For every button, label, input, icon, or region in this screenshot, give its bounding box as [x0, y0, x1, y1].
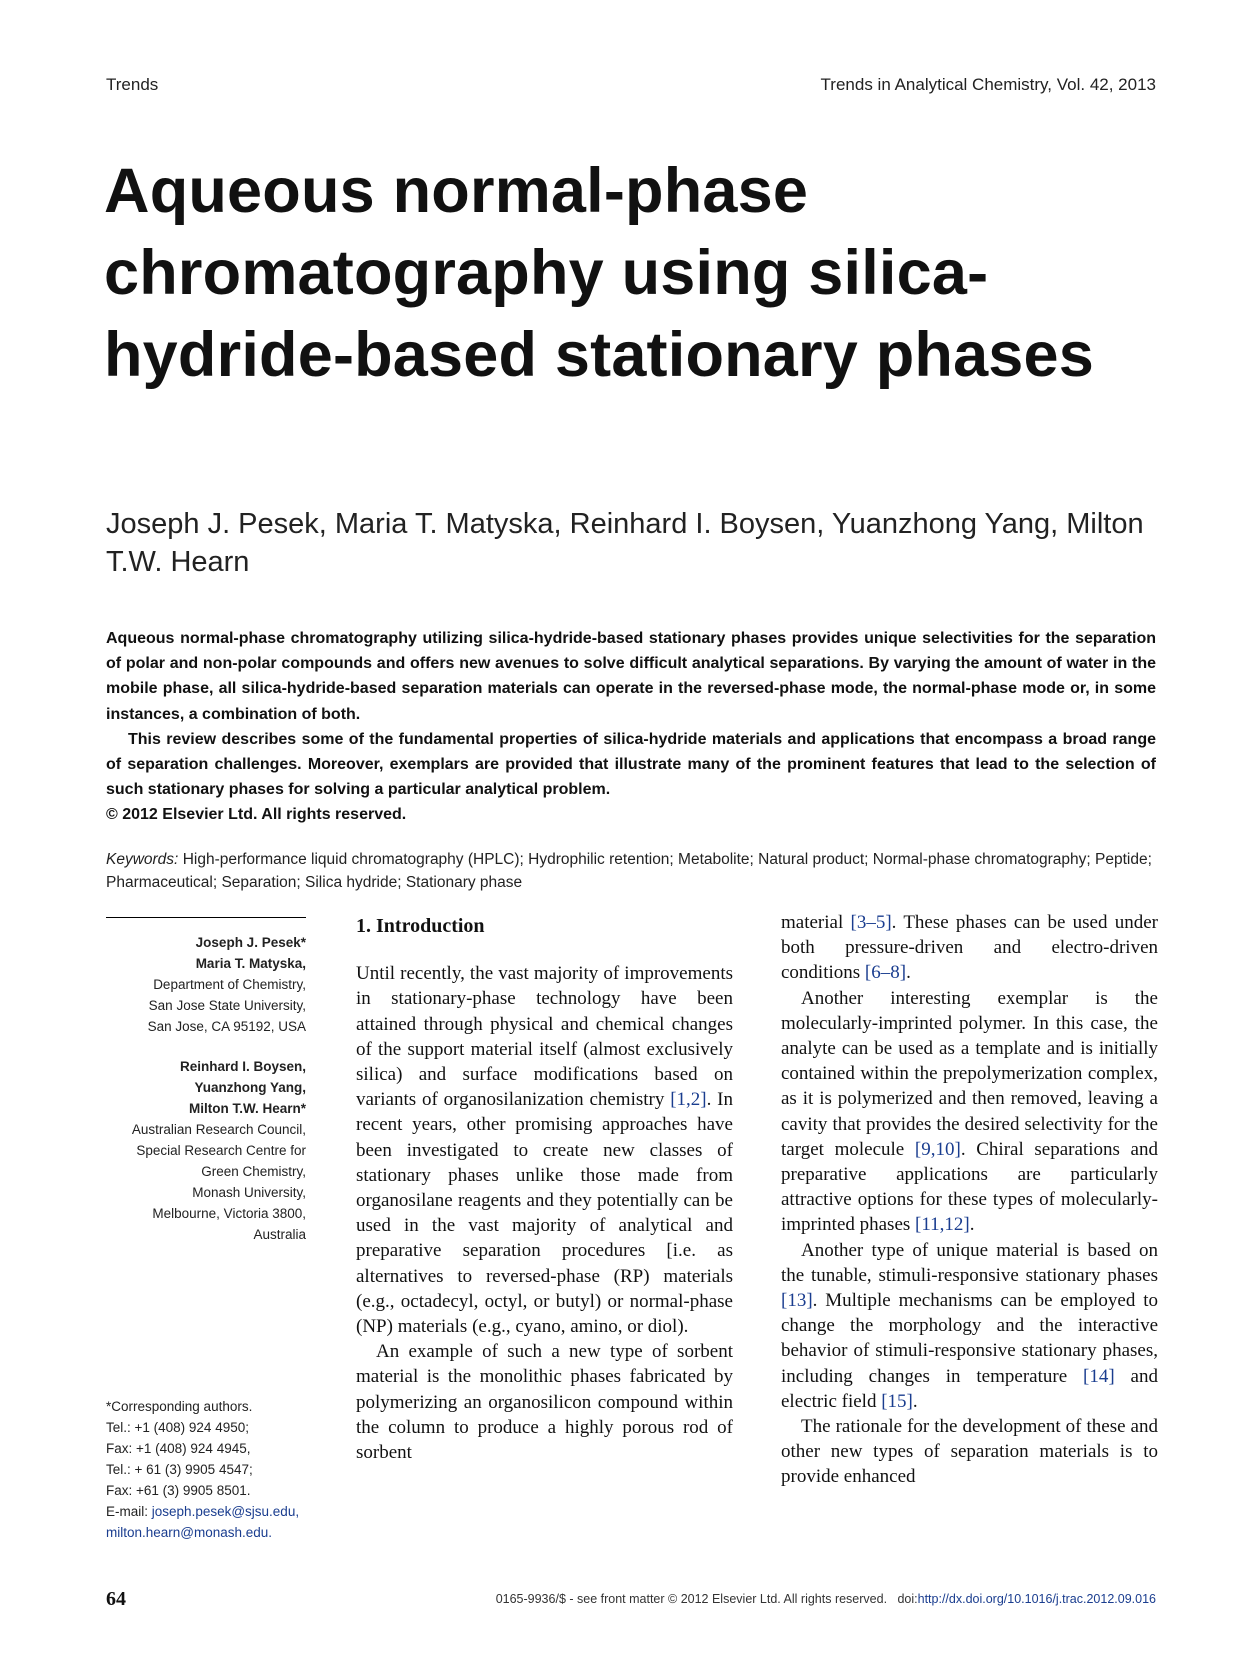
body-text: .	[969, 1214, 975, 1236]
affiliation-address-line: San Jose State University,	[148, 998, 306, 1013]
email-label: E-mail:	[106, 1504, 149, 1519]
running-header-section: Trends	[106, 75, 159, 94]
body-text: .	[906, 962, 911, 984]
body-text: . In recent years, other promising approaches have been investigated to create new classes of stationary phases unlike those made from organosilane reagents and they potentially can be used in the vast majority of analytical and preparative separation procedures [i.e. as alternatives to reversed-phase (RP) materials (e.g., octadecyl, octyl, or butyl) or normal-phase (NP) materials (e.g., cyano, amino, or diol).	[356, 1089, 734, 1338]
body-text: .	[912, 1390, 918, 1412]
running-header-journal: Trends in Analytical Chemistry, Vol. 42, 2013	[820, 75, 1156, 94]
affiliation-address-line: Green Chemistry,	[201, 1164, 306, 1179]
body-paragraph	[356, 961, 733, 1339]
body-paragraph: An example of such a new type of sorbent material is the monolithic phases fabricated by polymerizing an organosilicon compound within the column to produce a highly porous rod of sorbent	[356, 1341, 733, 1464]
affiliation-address-line: Department of Chemistry,	[153, 977, 306, 992]
affiliation-1	[86, 932, 306, 1037]
affiliation-2	[86, 1056, 306, 1245]
citation-link[interactable]: [14]	[1083, 1365, 1115, 1387]
doi-label: doi:	[897, 1592, 918, 1606]
footer-issn: 0165-9936/$ - see front matter © 2012 Elsevier Ltd. All rights reserved.	[495, 1592, 888, 1606]
body-paragraph	[781, 986, 1158, 1238]
body-column-middle	[356, 914, 733, 1465]
email-link-hearn[interactable]: milton.hearn@monash.edu.	[106, 1525, 273, 1540]
contact-line: Fax: +1 (408) 924 4945,	[106, 1441, 251, 1456]
affiliation-author: Joseph J. Pesek*	[195, 935, 306, 950]
body-text: Another type of unique material is based on the tunable, stimuli-responsive stationary phases	[781, 1239, 1158, 1286]
keywords-text: High-performance liquid chromatography (HPLC); Hydrophilic retention; Metabolite; Natural product; Normal-phase chromatography; Peptide; Pharmaceutical; Separation; Silica hydride; Stationary phase	[106, 851, 1152, 891]
keywords-label: Keywords:	[106, 851, 179, 868]
section-heading: 1. Introduction	[356, 915, 485, 937]
body-text: material	[781, 912, 851, 933]
affiliation-address-line: Australia	[253, 1227, 306, 1242]
citation-link[interactable]: [9,10]	[914, 1138, 961, 1160]
corresponding-note: *Corresponding authors.	[106, 1399, 253, 1414]
article-title: Aqueous normal-phase chromatography using silica-hydride-based stationary phases	[104, 156, 1095, 390]
citation-link[interactable]: [15]	[881, 1390, 913, 1412]
body-text: . These phases can be used under both pressure-driven and electro-driven conditions	[781, 912, 1158, 984]
body-column-right	[781, 910, 1158, 1490]
corresponding-authors	[106, 1396, 326, 1543]
affiliation-address-line: Australian Research Council,	[131, 1122, 306, 1137]
email-row	[106, 1522, 326, 1543]
contact-line: Fax: +61 (3) 9905 8501.	[106, 1483, 251, 1498]
body-text: . Chiral separations and preparative applications are particularly attractive options for these types of molecularly-imprinted phases	[781, 1138, 1158, 1236]
affiliation-author: Yuanzhong Yang,	[194, 1080, 306, 1095]
citation-link[interactable]: [13]	[781, 1290, 813, 1312]
contact-line: Tel.: +1 (408) 924 4950;	[106, 1420, 249, 1435]
abstract-copyright: © 2012 Elsevier Ltd. All rights reserved.	[106, 806, 407, 824]
affiliation-address-line: San Jose, CA 95192, USA	[147, 1019, 306, 1034]
citation-link[interactable]: [1,2]	[670, 1089, 707, 1111]
keywords	[106, 848, 1156, 894]
body-text: Until recently, the vast majority of improvements in stationary-phase technology have been attained through physical and chemical changes of the support material itself (almost exclusively silica) and surface modifications based on variants of organosilanization chemistry	[356, 963, 733, 1111]
body-text: Another interesting exemplar is the molecularly-imprinted polymer. In this case, the analyte can be used as a template and is initially contained within the prepolymerization complex, as it is polymerized and then removed, leaving a cavity that provides the desired selectivity for the target molecule	[781, 987, 1158, 1160]
author-list: Joseph J. Pesek, Maria T. Matyska, Reinhard I. Boysen, Yuanzhong Yang, Milton T.W. Hearn	[106, 508, 1144, 578]
citation-link[interactable]: [11,12]	[915, 1214, 970, 1236]
abstract-paragraph-2: This review describes some of the fundamental properties of silica-hydride materials and applications that encompass a broad range of separation challenges. Moreover, exemplars are provided that illustrate many of the prominent features that lead to the selection of such stationary phases for solving a particular analytical problem.	[106, 730, 1156, 799]
footer-note	[496, 1592, 1156, 1606]
contact-line: Tel.: + 61 (3) 9905 4547;	[106, 1462, 253, 1477]
sidebar-divider	[106, 917, 306, 918]
page-number: 64	[106, 1588, 126, 1610]
body-paragraph: The rationale for the development of these and other new types of separation materials is to provide enhanced	[781, 1416, 1158, 1488]
affiliation-author: Maria T. Matyska,	[195, 956, 306, 971]
affiliation-address-line: Monash University,	[192, 1185, 306, 1200]
citation-link[interactable]: [6–8]	[864, 962, 907, 984]
doi-link[interactable]: http://dx.doi.org/10.1016/j.trac.2012.09.016	[917, 1592, 1156, 1606]
affiliation-author: Reinhard I. Boysen,	[179, 1059, 306, 1074]
body-text: and electric field	[781, 1365, 1158, 1412]
affiliation-address-line: Melbourne, Victoria 3800,	[152, 1206, 306, 1221]
citation-link[interactable]: [3–5]	[850, 912, 892, 933]
body-text: . Multiple mechanisms can be employed to change the morphology and the interactive behavior of stimuli-responsive stationary phases, including changes in temperature	[781, 1290, 1158, 1387]
email-link-pesek[interactable]: joseph.pesek@sjsu.edu,	[151, 1504, 300, 1519]
body-paragraph	[781, 910, 1158, 986]
abstract-paragraph-1: Aqueous normal-phase chromatography utilizing silica-hydride-based stationary phases provides unique selectivities for the separation of polar and non-polar compounds and offers new avenues to solve difficult analytical separations. By varying the amount of water in the mobile phase, all silica-hydride-based separation materials can operate in the reversed-phase mode, the normal-phase mode or, in some instances, a combination of both.	[106, 630, 1156, 723]
affiliation-author: Milton T.W. Hearn*	[188, 1101, 306, 1116]
abstract	[106, 626, 1156, 828]
email-row	[106, 1501, 326, 1522]
body-paragraph	[781, 1238, 1158, 1414]
affiliation-address-line: Special Research Centre for	[136, 1143, 306, 1158]
